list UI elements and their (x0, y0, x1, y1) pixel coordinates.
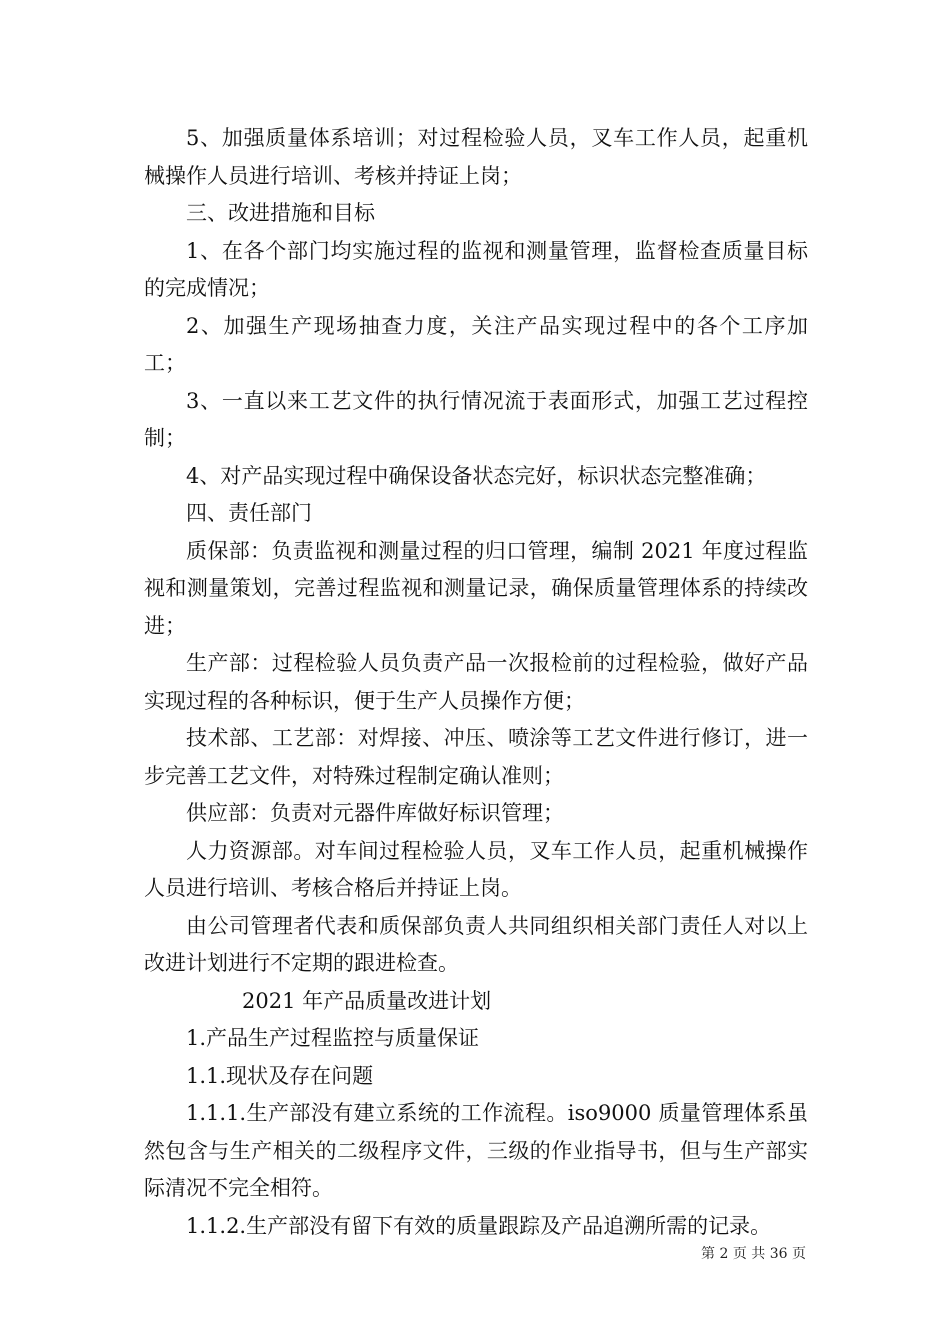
document-body (144, 120, 808, 1245)
heading-1-1: 1.1.现状及存在问题 (186, 1063, 374, 1088)
page-number-footer: 第 2 页 共 36 页 (701, 1246, 806, 1262)
paragraph-supply-dept: 供应部：负责对元器件库做好标识管理； (186, 801, 564, 825)
paragraph-production-dept: 生产部：过程检验人员负责产品一次报检前的过程检验，做好产品实现过程的各种标识，便于生产人员操作方便； (144, 651, 808, 713)
paragraph-1-1-2: 1.1.2.生产部没有留下有效的质量跟踪及产品追溯所需的记录。 (186, 1213, 772, 1238)
section-heading-measures: 三、改进措施和目标 (186, 201, 375, 225)
paragraph-1-1-1: 1.1.1.生产部没有建立系统的工作流程。iso9000 质量管理体系虽然包含与生产相关的二级程序文件，三级的作业指导书，但与生产部实际清况不完全相符。 (144, 1101, 808, 1200)
paragraph-tech-dept: 技术部、工艺部：对焊接、冲压、喷涂等工艺文件进行修订，进一步完善工艺文件，对特殊过程制定确认准则； (144, 726, 808, 788)
section-heading-departments: 四、责任部门 (186, 501, 312, 525)
paragraph-follow-up: 由公司管理者代表和质保部负责人共同组织相关部门责任人对以上改进计划进行不定期的跟进检查。 (144, 913, 808, 975)
paragraph-measure-2: 2、加强生产现场抽查力度，关注产品实现过程中的各个工序加工； (144, 313, 808, 375)
paragraph-quality-dept: 质保部：负责监视和测量过程的归口管理，编制 2021 年度过程监视和测量策划，完善过程监视和测量记录，确保质量管理体系的持续改进； (144, 538, 808, 638)
heading-1: 1.产品生产过程监控与质量保证 (186, 1026, 480, 1050)
paragraph-hr-dept: 人力资源部。对车间过程检验人员，叉车工作人员，起重机械操作人员进行培训、考核合格后并持证上岗。 (144, 838, 808, 900)
paragraph-measure-4: 4、对产品实现过程中确保设备状态完好，标识状态完整准确； (186, 463, 767, 488)
plan-title: 2021 年产品质量改进计划 (242, 988, 492, 1013)
paragraph-measure-3: 3、一直以来工艺文件的执行情况流于表面形式，加强工艺过程控制； (144, 388, 808, 450)
paragraph-measure-1: 1、在各个部门均实施过程的监视和测量管理，监督检查质量目标的完成情况； (144, 238, 808, 300)
paragraph-training: 5、加强质量体系培训；对过程检验人员，叉车工作人员，起重机械操作人员进行培训、考核并持证上岗； (144, 126, 808, 188)
